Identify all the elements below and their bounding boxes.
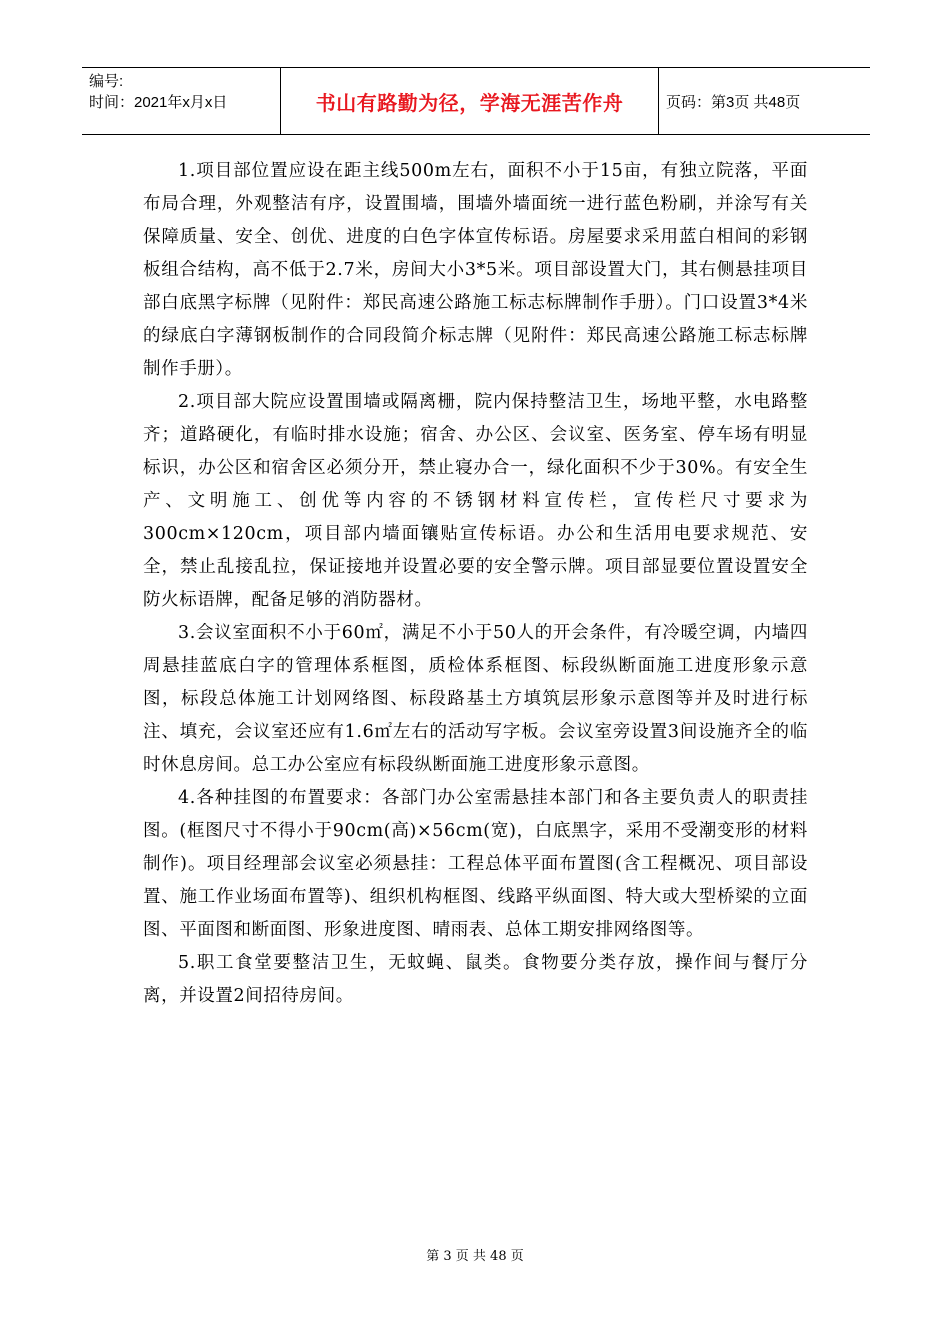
document-header [82,67,870,135]
footer-page-number: 第 3 页 共 48 页 [426,1249,524,1264]
paragraph-1: 1.项目部位置应设在距主线500m左右，面积不小于15亩，有独立院落，平面布局合理，外观整洁有序，设置围墙，围墙外墙面统一进行蓝色粉刷，并涂写有关保障质量、安全、创优、进度的白色字体宣传标语。房屋要求采用蓝白相间的彩钢板组合结构，高不低于2.7米，房间大小3*5米。项目部设置大门，其右侧悬挂项目部白底黑字标牌（见附件：郑民高速公路施工标志标牌制作手册）。门口设置3*4米的绿底白字薄钢板制作的合同段简介标志牌（见附件：郑民高速公路施工标志标牌制作手册）。 [143,161,808,379]
page-footer [0,1245,950,1264]
paragraph-4: 4.各种挂图的布置要求：各部门办公室需悬挂本部门和各主要负责人的职责挂图。(框图尺寸不得小于90cm(高)×56cm(宽)，白底黑字，采用不受潮变形的材料制作)。项目经理部会议室必须悬挂：工程总体平面布置图(含工程概况、项目部设置、施工作业场面布置等)、组织机构框图、线路平纵面图、特大或大型桥梁的立面图、平面图和断面图、形象进度图、晴雨表、总体工期安排网络图等。 [143,788,808,940]
header-meta-cell [82,68,281,134]
header-page-cell [659,68,870,134]
document-body [143,155,808,1013]
header-page-info: 页码：第3页 共48页 [666,93,801,111]
document-time-label: 时间：2021年x月x日 [89,94,228,111]
document-code-label: 编号: [89,73,124,90]
paragraph-5: 5.职工食堂要整洁卫生，无蚊蝇、鼠类。食物要分类存放，操作间与餐厅分离，并设置2间招待房间。 [143,953,808,1006]
paragraph-3: 3.会议室面积不小于60㎡，满足不小于50人的开会条件，有冷暖空调，内墙四周悬挂蓝底白字的管理体系框图，质检体系框图、标段纵断面施工进度形象示意图，标段总体施工计划网络图、标段路基土方填筑层形象示意图等并及时进行标注、填充，会议室还应有1.6㎡左右的活动写字板。会议室旁设置3间设施齐全的临时休息房间。总工办公室应有标段纵断面施工进度形象示意图。 [143,623,808,775]
paragraph-2: 2.项目部大院应设置围墙或隔离栅，院内保持整洁卫生，场地平整，水电路整齐；道路硬化，有临时排水设施；宿舍、办公区、会议室、医务室、停车场有明显标识，办公区和宿舍区必须分开，禁止寝办合一，绿化面积不少于30%。有安全生产、文明施工、创优等内容的不锈钢材料宣传栏，宣传栏尺寸要求为300cm×120cm，项目部内墙面镶贴宣传标语。办公和生活用电要求规范、安全，禁止乱接乱拉，保证接地并设置必要的安全警示牌。项目部显要位置设置安全防火标语牌，配备足够的消防器材。 [143,392,808,610]
motto-text: 书山有路勤为径，学海无涯苦作舟 [315,90,624,115]
header-motto-cell [281,68,659,134]
